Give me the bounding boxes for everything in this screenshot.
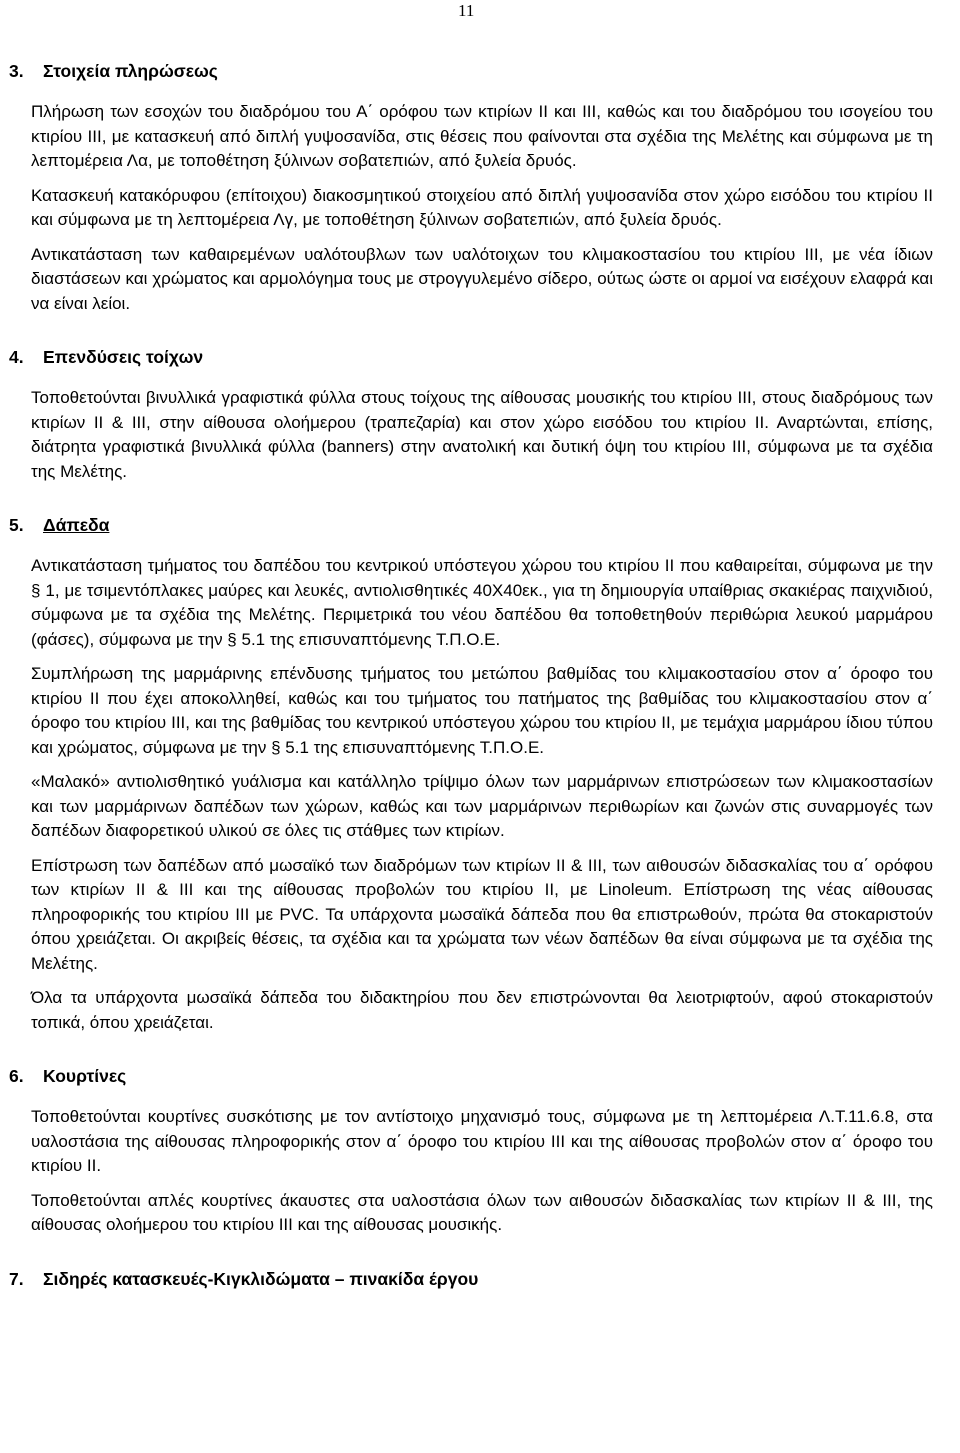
section-5 — [9, 512, 933, 1035]
paragraph: Αντικατάσταση των καθαιρεμένων υαλότουβλων των υαλότοιχων του κλιμακοστασίου του κτιρίου ΙΙΙ, με νέα ίδιων διαστάσεων και χρώματος και αρμολόγημα τους με στρογγυλεμένο σίδερο, ούτως ώστε οι αρμοί να εισέχουν ελαφρά και να είναι λείοι. — [31, 244, 933, 313]
section-3 — [9, 58, 933, 316]
paragraph: Κατασκευή κατακόρυφου (επίτοιχου) διακοσμητικού στοιχείου από διπλή γυψοσανίδα στον χώρο εισόδου του κτιρίου ΙΙ και σύμφωνα με τη λεπτομέρεια Λγ, με τοποθέτηση ξύλινων σοβατεπιών, από ξυλεία δρυός. — [31, 185, 933, 229]
section-number: 4. — [9, 347, 24, 367]
section-heading — [9, 58, 933, 84]
paragraph: Πλήρωση των εσοχών του διαδρόμου του Α΄ ορόφου των κτιρίων ΙΙ και ΙΙΙ, καθώς και του διαδρόμου του ισογείου του κτιρίου ΙΙΙ, με κατασκευή από διπλή γυψοσανίδα, στις θέσεις που φαίνονται στα σχέδια της Μελέτης και σύμφωνα με τη λεπτομέρεια Λα, με τοποθέτηση ξύλινων σοβατεπιών, από ξυλεία δρυός. — [31, 102, 933, 170]
paragraph: Επίστρωση των δαπέδων από μωσαϊκό των διαδρόμων των κτιρίων ΙΙ & ΙΙΙ, των αιθουσών διδασκαλίας του α΄ ορόφου των κτιρίων ΙΙ & ΙΙΙ και της αίθουσας προβολών του κτιρίου ΙΙ, με Linoleum. Επίστρωση της νέας αίθουσας πληροφορικής του κτιρίου ΙΙΙ με PVC. Τα υπάρχοντα μωσαϊκά δάπεδα που θα επιστρωθούν, πρώτα θα στοκαριστούν όπου χρειάζεται. Οι ακριβείς θέσεις, τα σχέδια και τα χρώματα των νέων δαπέδων θα είναι σύμφωνα με τα σχέδια της Μελέτης. — [31, 855, 933, 973]
section-title: Δάπεδα — [43, 515, 110, 535]
section-title: Στοιχεία πληρώσεως — [43, 61, 218, 81]
section-heading — [9, 344, 933, 370]
section-heading — [9, 1063, 933, 1089]
section-number: 7. — [9, 1268, 24, 1289]
section-number: 6. — [9, 1066, 24, 1086]
section-number: 3. — [9, 61, 24, 81]
paragraph: Τοποθετούνται κουρτίνες συσκότισης με τον αντίστοιχο μηχανισμό τους, σύμφωνα με τη λεπτομέρεια Λ.Τ.11.6.8, στα υαλοστάσια της αίθουσας πληροφορικής στον α΄ όροφο του κτιρίου ΙΙΙ και της αίθουσας προβολών στον α΄ όροφο του κτιρίου ΙΙ. — [31, 1107, 933, 1175]
section-6 — [9, 1063, 933, 1238]
paragraph: Όλα τα υπάρχοντα μωσαϊκά δάπεδα του διδακτηρίου που δεν επιστρώνονται θα λειοτριφτούν, αφού στοκαριστούν τοπικά, όπου χρειάζεται. — [31, 988, 933, 1032]
page-number: 11 — [458, 1, 475, 20]
section-number: 5. — [9, 515, 24, 535]
section-heading — [9, 1266, 933, 1292]
paragraph: Αντικατάσταση τμήματος του δαπέδου του κεντρικού υπόστεγου χώρου του κτιρίου ΙΙ που καθαιρείται, σύμφωνα με την § 1, με τσιμεντόπλακες μαύρες και λευκές, αντιολισθητικές 40Χ40εκ., για τη δημιουργία υπαίθριας σκακιέρας παιχνιδιού, σύμφωνα με τα σχέδια της Μελέτης. Περιμετρικά του νέου δαπέδου θα τοποθετηθούν περιθώρια λευκού μαρμάρου (φάσες), σύμφωνα με την § 5.1 της επισυναπτόμενης Τ.Π.Ο.Ε. — [31, 556, 933, 649]
document-body — [9, 58, 933, 1292]
section-7 — [9, 1266, 933, 1292]
section-4 — [9, 344, 933, 484]
section-title: Κουρτίνες — [43, 1066, 127, 1086]
paragraph: Συμπλήρωση της μαρμάρινης επένδυσης τμήματος του μετώπου βαθμίδας του κλιμακοστασίου στον α΄ όροφο του κτιρίου ΙΙ που έχει αποκολληθεί, καθώς και του τμήματος του πατήματος της βαθμίδας του κλιμακοστασίου στον α΄ όροφο του κτιρίου ΙΙΙ, και της βαθμίδας του κεντρικού υπόστεγου χώρου του κτιρίου ΙΙ, με τεμάχια μαρμάρου ίδιου τύπου και χρώματος, σύμφωνα με την § 5.1 της επισυναπτόμενης Τ.Π.Ο.Ε. — [31, 664, 933, 757]
paragraph: «Μαλακό» αντιολισθητικό γυάλισμα και κατάλληλο τρίψιμο όλων των μαρμάρινων επιστρώσεων των κλιμακοστασίων και των μαρμάρινων δαπέδων των χώρων, καθώς και των μαρμάρινων περιθωρίων και ζωνών στις συναρμογές των δαπέδων διαφορετικού υλικού σε όλες τις στάθμες των κτιρίων. — [31, 772, 933, 840]
section-title: Επενδύσεις τοίχων — [43, 347, 204, 367]
section-heading — [9, 512, 933, 538]
paragraph: Τοποθετούνται απλές κουρτίνες άκαυστες στα υαλοστάσια όλων των αιθουσών διδασκαλίας των κτιρίων ΙΙ & ΙΙΙ, της αίθουσας ολοήμερου του κτιρίου ΙΙΙ και της αίθουσας μουσικής. — [31, 1190, 933, 1234]
paragraph: Τοποθετούνται βινυλλικά γραφιστικά φύλλα στους τοίχους της αίθουσας μουσικής του κτιρίου ΙΙΙ, στους διαδρόμους των κτιρίων ΙΙ & ΙΙΙ, στην αίθουσα ολοήμερου (τραπεζαρία) και στον χώρο εισόδου του κτιρίου ΙΙ. Αναρτώνται, επίσης, διάτρητα γραφιστικά βινυλλικά φύλλα (banners) στην ανατολική και δυτική όψη του κτιρίου ΙΙΙ, σύμφωνα με τα σχέδια της Μελέτης. — [31, 388, 933, 481]
section-title: Σιδηρές κατασκευές-Κιγκλιδώματα – πινακίδα έργου — [43, 1268, 479, 1289]
